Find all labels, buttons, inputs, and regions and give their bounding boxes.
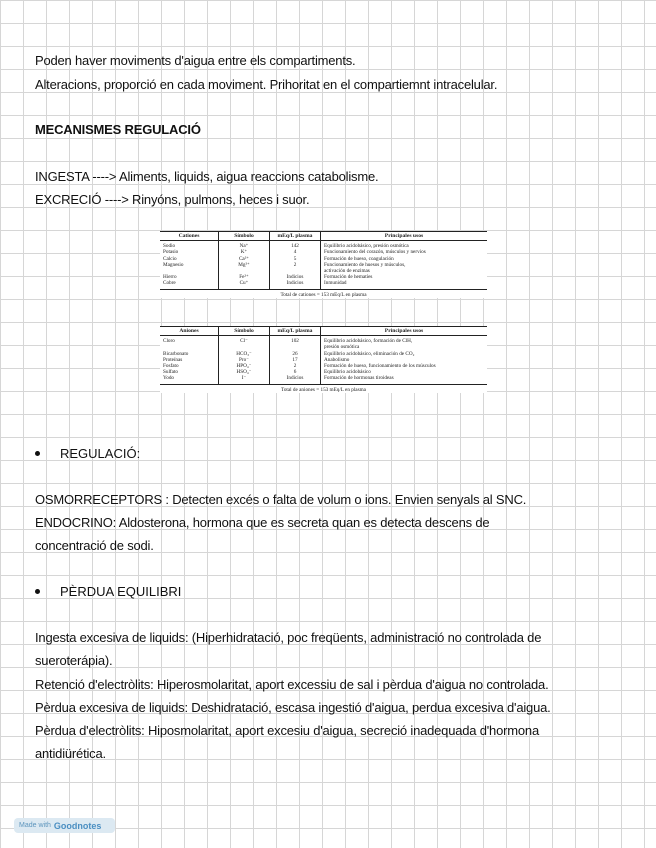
anion-header-col: mEq/L plasma <box>270 327 321 336</box>
anion-cell: HCO₃⁻ <box>219 351 270 357</box>
anion-cell: I⁻ <box>219 375 270 384</box>
anion-cell: Proteínas <box>163 356 183 363</box>
anion-cell: Cloro <box>163 338 175 345</box>
anion-cell: Yodo <box>160 375 219 384</box>
anion-cell: Fosfato <box>163 363 179 370</box>
cation-cell: Cu⁺ <box>219 280 270 289</box>
anion-cell: Equilibrio acidobásico <box>321 369 488 375</box>
paragraph-perdua-liquids: Pèrdua excesiva de liquids: Deshidratació, escasa ingestió d'aigua, perdua excesiva d'aigua. <box>35 700 551 715</box>
heading-mecanismes: MECANISMES REGULACIÓ <box>35 122 201 137</box>
cation-cell: Equilibrio acidobásico, presión osmótica <box>321 241 488 250</box>
anion-table-header <box>160 327 487 336</box>
anion-cell: 2 <box>270 363 321 369</box>
paragraph-perdua-electrolits-cont: antidiürética. <box>35 746 106 761</box>
cation-row <box>160 241 487 250</box>
anion-cell: Pro⁻ <box>219 357 270 363</box>
paragraph-endocrino-cont: concentració de sodi. <box>35 538 154 553</box>
anion-cell: Indicios <box>270 375 321 384</box>
cation-row <box>160 280 487 289</box>
cation-table <box>160 231 487 298</box>
anion-cell: Formación de hueso, funcionamiento de los músculos <box>321 363 488 369</box>
cation-cell: activación de enzimas <box>321 268 488 274</box>
cation-cell: Magnesio <box>163 261 184 268</box>
anion-cell: Sulfato <box>163 369 178 376</box>
anion-header-col: Aniones <box>160 327 219 336</box>
cation-cell: Cobre <box>160 280 219 289</box>
anion-cell: 17 <box>270 357 321 363</box>
anion-cell: 26 <box>270 351 321 357</box>
paragraph-excrecio: EXCRECIÓ ----> Rinyóns, pulmons, heces i suor. <box>35 192 310 207</box>
cation-header-col: Cationes <box>160 232 219 241</box>
badge-brand: Goodnotes <box>53 820 102 831</box>
anion-table-grid <box>160 326 487 385</box>
anion-cell: HPO₄⁻ <box>219 363 270 369</box>
cation-cell: Fe²⁺ <box>219 274 270 280</box>
anion-cell: Anabolismo <box>321 357 488 363</box>
cation-cell: 4 <box>270 249 321 255</box>
cation-cell: Ca²⁺ <box>219 256 270 262</box>
paragraph-ingesta-excesiva-cont: sueroterápia). <box>35 653 113 668</box>
cation-cell: Hierro <box>163 274 177 281</box>
paragraph-ingesta-excesiva: Ingesta excesiva de liquids: (Hiperhidratació, poc freqüents, administració no controlada de <box>35 630 542 645</box>
bullet-perdua <box>35 589 40 594</box>
cation-header-col: mEq/L plasma <box>270 232 321 241</box>
cation-table-header <box>160 232 487 241</box>
anion-cell: presión osmótica <box>321 344 488 350</box>
cation-cell: Mg²⁺ <box>219 262 270 268</box>
cation-cell: Indicios <box>270 280 321 289</box>
cation-cell: Formación de hematíes <box>321 274 488 280</box>
paragraph-ingesta: INGESTA ----> Aliments, liquids, aigua reaccions catabolisme. <box>35 169 379 184</box>
cation-cell: 142 <box>270 241 321 250</box>
cation-cell: Funcionamiento del corazón, músculos y nervios <box>321 249 488 255</box>
anion-cell: Equilibrio acidobásico, formación de ClH, <box>321 336 488 345</box>
badge-prefix: Made with <box>19 822 51 829</box>
anion-row <box>160 375 487 384</box>
paragraph-alterations: Alteracions, proporció en cada moviment. Prihoritat en el compartiemnt intracelular. <box>35 77 498 92</box>
goodnotes-badge <box>14 818 115 833</box>
cation-header-col: Símbolo <box>219 232 270 241</box>
section-title-perdua: PÈRDUA EQUILIBRI <box>60 584 182 599</box>
cation-cell: K⁺ <box>219 249 270 255</box>
anion-header-col: Símbolo <box>219 327 270 336</box>
anion-cell: 102 <box>270 336 321 345</box>
paragraph-perdua-electrolits: Pèrdua d'electròlits: Hiposmolaritat, aport excesiu d'aigua, secreció inadequada d'hormona <box>35 723 539 738</box>
paragraph-compartments: Poden haver moviments d'aigua entre els compartiments. <box>35 53 356 68</box>
paragraph-osmorreceptors: OSMORRECEPTORS : Detecten excés o falta de volum o ions. Envien senyals al SNC. <box>35 492 527 507</box>
cation-cell: Sodio <box>163 243 176 250</box>
cation-cell: 2 <box>270 262 321 268</box>
anion-cell: Cl⁻ <box>219 336 270 345</box>
anion-cell: Bicarbonato <box>163 350 189 357</box>
cation-cell: 5 <box>270 256 321 262</box>
cation-table-grid <box>160 231 487 290</box>
anion-row <box>160 336 487 345</box>
cation-cell: Formación de hueso, coagulación <box>321 256 488 262</box>
paragraph-endocrino: ENDOCRINO: Aldosterona, hormona que es secreta quan es detecta descens de <box>35 515 490 530</box>
cation-total: Total de cationes = 153 mEq/L en plasma <box>280 291 367 298</box>
paragraph-retencio: Retenció d'electròlits: Hiperosmolaritat, aport excessiu de sal i pèrdua d'aigua no controlada. <box>35 677 549 692</box>
anion-total: Total de aniones = 153 mEq/L en plasma <box>281 386 366 393</box>
cation-cell: Na⁺ <box>219 241 270 250</box>
anion-table <box>160 326 487 393</box>
cation-cell: Indicios <box>270 274 321 280</box>
cation-cell: Funcionamiento de huesos y músculos, <box>321 262 488 268</box>
anion-header-col: Principales usos <box>321 327 488 336</box>
section-title-regulacio: REGULACIÓ: <box>60 446 141 461</box>
anion-cell: 6 <box>270 369 321 375</box>
anion-cell: Equilibrio acidobásico, eliminación de CO₂ <box>321 351 488 357</box>
cation-header-col: Principales usos <box>321 232 488 241</box>
anion-cell: HSO₄⁻ <box>219 369 270 375</box>
bullet-regulacio <box>35 451 40 456</box>
cation-cell: Inmunidad <box>321 280 488 289</box>
cation-cell: Potasio <box>163 249 179 256</box>
anion-cell: Formación de hormonas tiroideas <box>321 375 488 384</box>
cation-cell: Calcio <box>163 255 177 262</box>
